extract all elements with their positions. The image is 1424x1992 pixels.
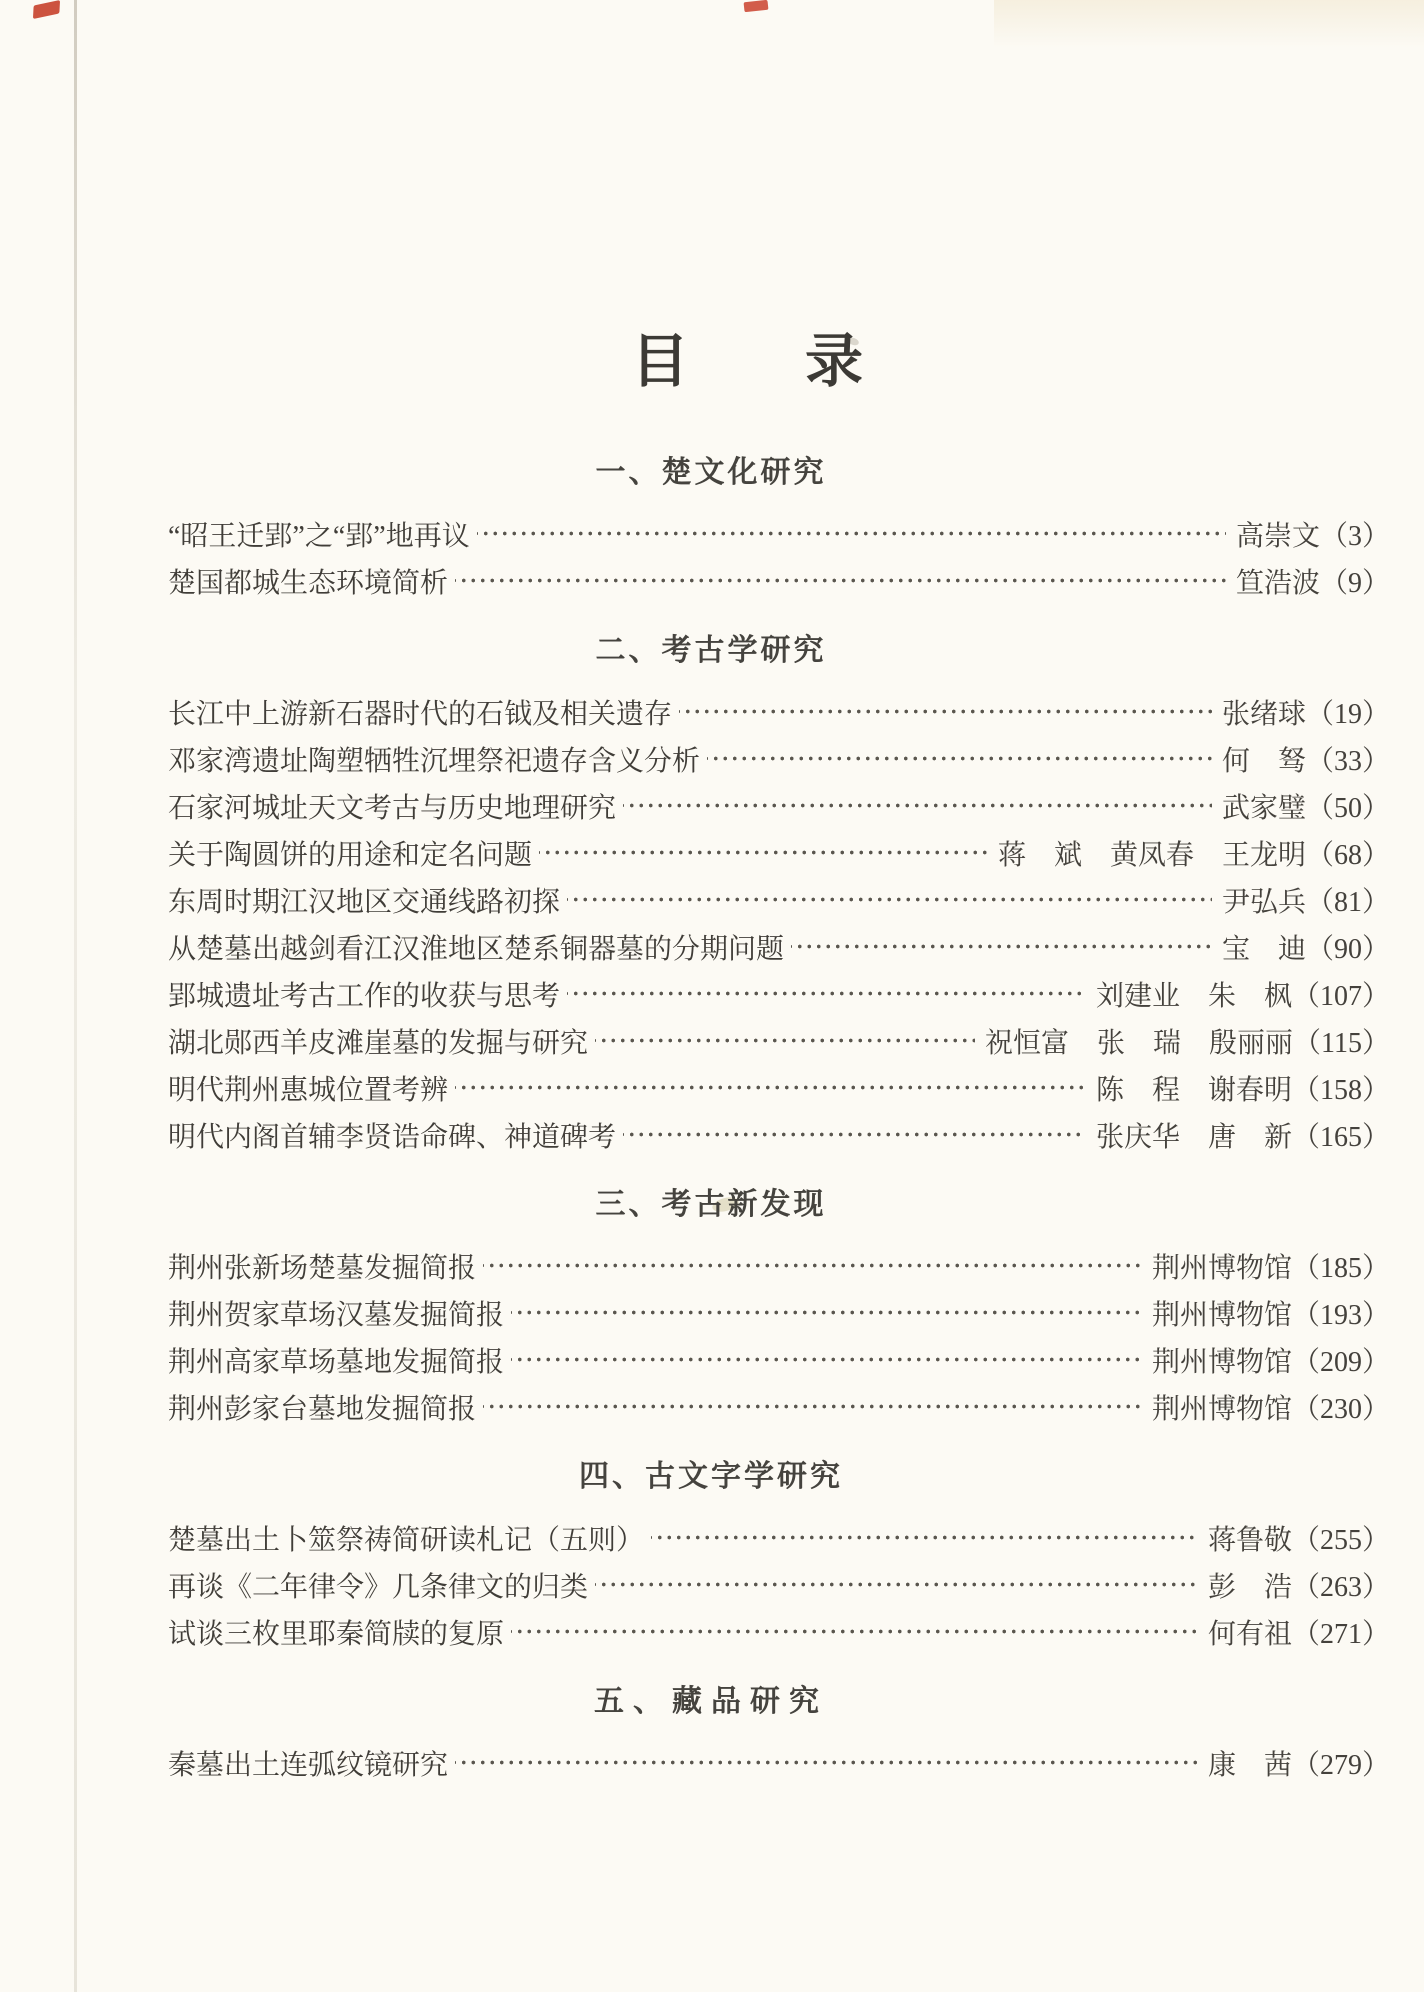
toc-entry xyxy=(168,1514,1390,1561)
entry-title: 东周时期江汉地区交通线路初探 xyxy=(168,886,561,918)
page-title: 目 录 xyxy=(630,329,863,394)
dot-leader xyxy=(455,1064,1086,1111)
entry-page-number: （115） xyxy=(1293,1027,1390,1059)
entry-title: 明代荆州惠城位置考辨 xyxy=(168,1074,449,1106)
entry-title: 再谈《二年律令》几条律文的归类 xyxy=(168,1571,589,1603)
entry-title: 荆州张新场楚墓发掘简报 xyxy=(168,1252,477,1284)
dot-leader xyxy=(567,970,1086,1017)
entry-page-number: （263） xyxy=(1291,1571,1390,1603)
toc-entry xyxy=(168,1383,1390,1430)
entry-authors-page xyxy=(1222,692,1390,732)
dot-leader xyxy=(623,1111,1086,1158)
dot-leader xyxy=(511,1608,1198,1655)
entry-authors: 康 茜 xyxy=(1207,1749,1292,1781)
section-heading: 四、古文字学研究 xyxy=(579,1460,843,1493)
dot-leader xyxy=(455,557,1226,604)
entry-title: 长江中上游新石器时代的石钺及相关遗存 xyxy=(168,698,673,730)
section-heading: 三、考古新发现 xyxy=(595,1188,827,1221)
entry-authors-page xyxy=(1096,1068,1390,1108)
entry-authors-page xyxy=(1152,1293,1390,1333)
toc-entry xyxy=(168,557,1390,604)
dot-leader xyxy=(679,688,1212,735)
dot-leader xyxy=(511,1289,1142,1336)
entry-authors-page xyxy=(1222,927,1390,967)
entry-authors-page xyxy=(1152,1246,1390,1286)
entry-authors-page xyxy=(1222,786,1390,826)
section-heading: 二、考古学研究 xyxy=(595,634,827,667)
entry-title: 荆州彭家台墓地发掘简报 xyxy=(168,1393,477,1425)
entry-authors-page xyxy=(1236,514,1390,554)
toc-entry xyxy=(168,1336,1390,1383)
toc-entry xyxy=(168,1289,1390,1336)
entry-authors-page xyxy=(1096,974,1390,1014)
entry-title: 湖北郧西羊皮滩崖墓的发掘与研究 xyxy=(168,1027,589,1059)
entry-page-number: （19） xyxy=(1305,698,1390,730)
section-heading: 五、藏品研究 xyxy=(594,1685,828,1718)
entry-title: 关于陶圆饼的用途和定名问题 xyxy=(168,839,533,871)
entry-page-number: （193） xyxy=(1291,1299,1390,1331)
entry-authors-page xyxy=(1208,1612,1390,1652)
section-entries xyxy=(168,510,1390,604)
entry-page-number: （165） xyxy=(1291,1121,1390,1153)
dot-leader xyxy=(539,829,988,876)
toc-entry xyxy=(168,1064,1390,1111)
entry-page-number: （255） xyxy=(1291,1524,1390,1556)
toc-section xyxy=(168,1188,1390,1430)
entry-page-number: （230） xyxy=(1291,1393,1390,1425)
dot-leader xyxy=(567,876,1212,923)
entry-authors-page xyxy=(1208,1518,1390,1558)
entry-authors-page xyxy=(1222,880,1390,920)
entry-authors-page xyxy=(998,833,1390,873)
entry-title: 楚国都城生态环境简析 xyxy=(168,567,449,599)
entry-title: 荆州高家草场墓地发掘简报 xyxy=(168,1346,505,1378)
entry-authors: 刘建业 朱 枫 xyxy=(1095,980,1292,1012)
entry-authors: 何有祖 xyxy=(1207,1618,1292,1650)
toc-entry xyxy=(168,1739,1390,1786)
entry-authors: 荆州博物馆 xyxy=(1151,1252,1292,1284)
entry-page-number: （81） xyxy=(1305,886,1390,918)
toc-entry xyxy=(168,1111,1390,1158)
entry-title: 秦墓出土连弧纹镜研究 xyxy=(168,1749,449,1781)
toc-sections xyxy=(168,456,1390,1786)
entry-authors-page xyxy=(1222,739,1390,779)
section-entries xyxy=(168,688,1390,1158)
entry-authors: 荆州博物馆 xyxy=(1151,1299,1292,1331)
toc-entry xyxy=(168,735,1390,782)
entry-authors: 陈 程 谢春明 xyxy=(1095,1074,1292,1106)
entry-authors: 荆州博物馆 xyxy=(1151,1393,1292,1425)
dot-leader xyxy=(595,1017,975,1064)
entry-page-number: （185） xyxy=(1291,1252,1390,1284)
dot-leader xyxy=(623,782,1212,829)
dot-leader xyxy=(595,1561,1198,1608)
dot-leader xyxy=(483,1383,1142,1430)
entry-authors-page xyxy=(1152,1387,1390,1427)
entry-authors-page xyxy=(1236,561,1390,601)
entry-authors-page xyxy=(985,1021,1390,1061)
entry-page-number: （107） xyxy=(1291,980,1390,1012)
toc-section xyxy=(168,634,1390,1158)
toc-entry xyxy=(168,510,1390,557)
entry-page-number: （209） xyxy=(1291,1346,1390,1378)
toc-entry xyxy=(168,829,1390,876)
dot-leader xyxy=(651,1514,1198,1561)
entry-authors: 蒋 斌 黄凤春 王龙明 xyxy=(997,839,1306,871)
toc-entry xyxy=(168,1017,1390,1064)
dot-leader xyxy=(707,735,1212,782)
entry-title: 明代内阁首辅李贤诰命碑、神道碑考 xyxy=(168,1121,617,1153)
entry-page-number: （90） xyxy=(1305,933,1390,965)
entry-title: “昭王迁郢”之“郢”地再议 xyxy=(168,520,470,552)
toc-section xyxy=(168,1685,1390,1786)
entry-authors-page xyxy=(1208,1743,1390,1783)
entry-authors: 武家璧 xyxy=(1221,792,1306,824)
toc-section xyxy=(168,1460,1390,1655)
entry-page-number: （271） xyxy=(1291,1618,1390,1650)
entry-authors: 张绪球 xyxy=(1221,698,1306,730)
entry-authors: 蒋鲁敬 xyxy=(1207,1524,1292,1556)
entry-authors: 宝 迪 xyxy=(1221,933,1306,965)
entry-page-number: （279） xyxy=(1291,1749,1390,1781)
toc-entry xyxy=(168,970,1390,1017)
dot-leader xyxy=(477,510,1226,557)
toc-entry xyxy=(168,688,1390,735)
entry-title: 荆州贺家草场汉墓发掘简报 xyxy=(168,1299,505,1331)
section-heading: 一、楚文化研究 xyxy=(595,456,827,489)
entry-authors: 荆州博物馆 xyxy=(1151,1346,1292,1378)
toc-entry xyxy=(168,1561,1390,1608)
dot-leader xyxy=(511,1336,1142,1383)
entry-title: 石家河城址天文考古与历史地理研究 xyxy=(168,792,617,824)
entry-page-number: （68） xyxy=(1305,839,1390,871)
entry-title: 楚墓出土卜筮祭祷简研读札记（五则） xyxy=(168,1524,645,1556)
toc-entry xyxy=(168,782,1390,829)
entry-page-number: （50） xyxy=(1305,792,1390,824)
toc-entry xyxy=(168,923,1390,970)
entry-page-number: （3） xyxy=(1319,520,1390,552)
entry-authors: 彭 浩 xyxy=(1207,1571,1292,1603)
toc-entry xyxy=(168,1608,1390,1655)
dot-leader xyxy=(791,923,1212,970)
entry-page-number: （158） xyxy=(1291,1074,1390,1106)
entry-title: 郢城遗址考古工作的收获与思考 xyxy=(168,980,561,1012)
entry-page-number: （9） xyxy=(1319,567,1390,599)
entry-title: 从楚墓出越剑看江汉淮地区楚系铜器墓的分期问题 xyxy=(168,933,785,965)
dot-leader xyxy=(455,1739,1198,1786)
entry-authors: 高崇文 xyxy=(1235,520,1320,552)
entry-authors: 祝恒富 张 瑞 殷丽丽 xyxy=(985,1027,1294,1059)
section-entries xyxy=(168,1514,1390,1655)
entry-authors-page xyxy=(1152,1340,1390,1380)
entry-authors: 尹弘兵 xyxy=(1221,886,1306,918)
toc-entry xyxy=(168,1242,1390,1289)
section-entries xyxy=(168,1242,1390,1430)
entry-authors: 笪浩波 xyxy=(1235,567,1320,599)
toc-section xyxy=(168,456,1390,604)
dot-leader xyxy=(483,1242,1142,1289)
entry-title: 邓家湾遗址陶塑牺牲沉埋祭祀遗存含义分析 xyxy=(168,745,701,777)
entry-authors: 何 驽 xyxy=(1221,745,1306,777)
entry-authors-page xyxy=(1208,1565,1390,1605)
entry-title: 试谈三枚里耶秦简牍的复原 xyxy=(168,1618,505,1650)
entry-authors: 张庆华 唐 新 xyxy=(1095,1121,1292,1153)
entry-authors-page xyxy=(1096,1115,1390,1155)
entry-page-number: （33） xyxy=(1305,745,1390,777)
section-entries xyxy=(168,1739,1390,1786)
toc-entry xyxy=(168,876,1390,923)
